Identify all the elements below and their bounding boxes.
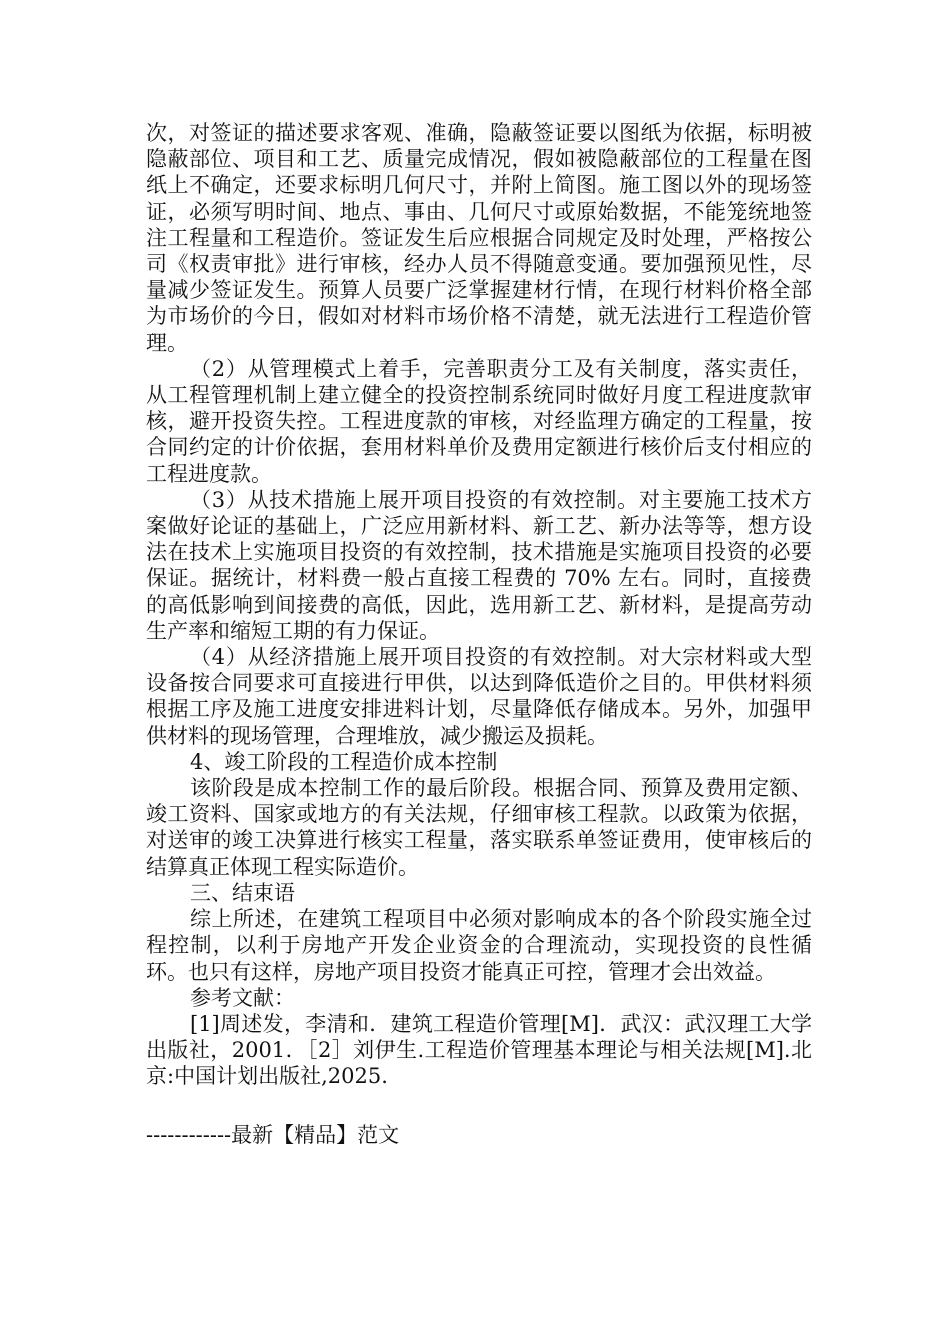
section-heading-completion-stage: 4、竣工阶段的工程造价成本控制	[190, 749, 498, 774]
paragraph-economic-measures: （4）从经济措施上展开项目投资的有效控制。对大宗材料或大型设备按合同要求可直接进行甲供，以达到降低造价之目的。甲供材料须根据工序及施工进度安排进料计划，尽量降低存储成本。另外，加强甲供材料的现场管理，合理堆放，减少搬运及损耗。	[146, 645, 812, 748]
section-heading-conclusion: 三、结束语	[190, 880, 295, 905]
paragraph-visa-requirements: 次，对签证的描述要求客观、准确，隐蔽签证要以图纸为依据，标明被隐蔽部位、项目和工艺、质量完成情况，假如被隐蔽部位的工程量在图纸上不确定，还要求标明几何尺寸，并附上简图。施工图以外的现场签证，必须写明时间、地点、事由、几何尺寸或原始数据，不能笼统地签注工程量和工程造价。签证发生后应根据合同规定及时处理，严格按公司《权责审批》进行审核，经办人员不得随意变通。要加强预见性，尽量减少签证发生。预算人员要广泛掌握建材行情，在现行材料价格全部为市场价的今日，假如对材料市场价格不清楚，就无法进行工程造价管理。	[146, 121, 812, 355]
paragraph-technical-measures: （3）从技术措施上展开项目投资的有效控制。对主要施工技术方案做好论证的基础上，广泛应用新材料、新工艺、新办法等等，想方设法在技术上实施项目投资的有效控制，技术措施是实施项目投资的必要保证。据统计，材料费一般占直接工程费的 70% 左右。同时，直接费的高低影响到间接费的高低，因此，选用新工艺、新材料，是提高劳动生产率和缩短工期的有力保证。	[146, 487, 812, 643]
document-body	[146, 120, 812, 1090]
paragraph-management-mode: （2）从管理模式上着手，完善职责分工及有关制度，落实责任，从工程管理机制上建立健全的投资控制系统同时做好月度工程进度款审核，避开投资失控。工程进度款的审核，对经监理方确定的工程量，按合同约定的计价依据，套用材料单价及费用定额进行核价后支付相应的工程进度款。	[146, 356, 812, 486]
references-list: [1]周述发，李清和．建筑工程造价管理[M]．武汉：武汉理工大学出版社，2001．［2］刘伊生.工程造价管理基本理论与相关法规[M].北京:中国计划出版社,2025.	[146, 1011, 812, 1089]
paragraph-completion-stage: 该阶段是成本控制工作的最后阶段。根据合同、预算及费用定额、竣工资料、国家或地方的有关法规，仔细审核工程款。以政策为依据，对送审的竣工决算进行核实工程量，落实联系单签证费用，使审核后的结算真正体现工程实际造价。	[146, 776, 812, 879]
footer-label: ------------最新【精品】范文	[146, 1123, 400, 1147]
paragraph-conclusion: 综上所述，在建筑工程项目中必须对影响成本的各个阶段实施全过程控制，以利于房地产开发企业资金的合理流动，实现投资的良性循环。也只有这样，房地产项目投资才能真正可控，管理才会出效益。	[146, 907, 812, 984]
references-heading: 参考文献：	[190, 985, 295, 1010]
